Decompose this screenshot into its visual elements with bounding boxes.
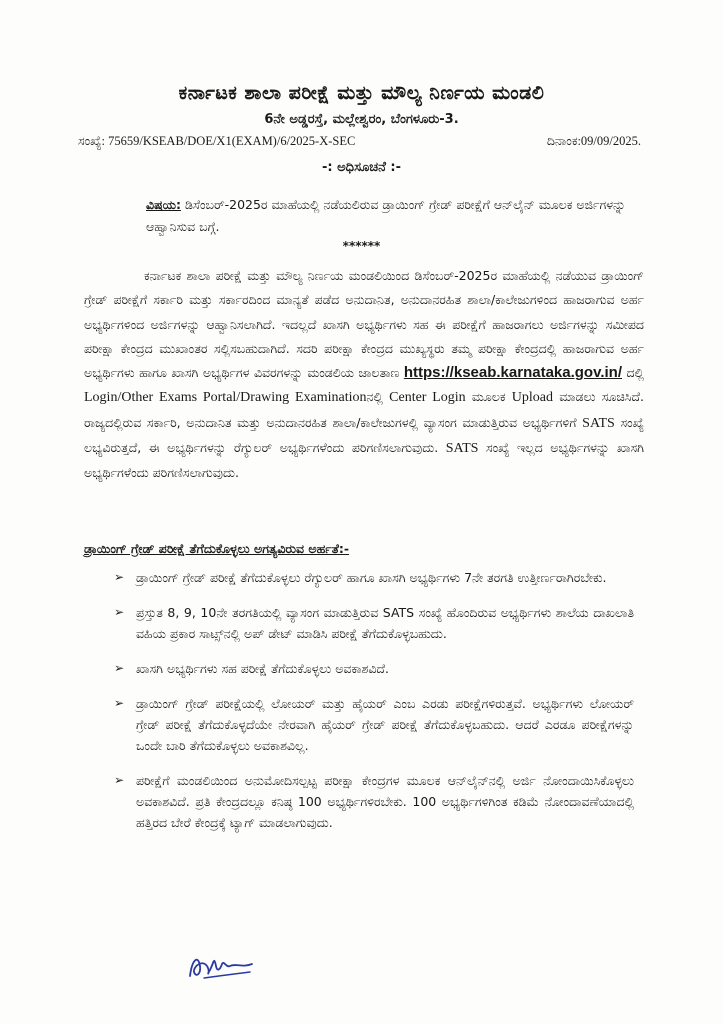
arrow-bullet-icon: ➢ (114, 696, 125, 710)
arrow-bullet-icon: ➢ (114, 570, 125, 584)
body-text-2: ದಲ್ಲಿ (621, 365, 645, 381)
body-text-7: ಸಂಖ್ಯೆ ಇಲ್ಲದ ಅಭ್ಯರ್ಥಿಗಳನ್ನು ಖಾಸಗಿ ಅಭ್ಯರ್ಥಿಗಳೆಂದು ಪರಿಗಣಿಸಲಾಗುವುದು. (84, 440, 644, 481)
center-login-text: Center Login (389, 390, 466, 406)
list-item (114, 602, 634, 644)
body-text-6: ಸಂಖ್ಯೆ ಲಭ್ಯವಿರುತ್ತದೆ, ಈ ಅಭ್ಯರ್ಥಿಗಳನ್ನು ರೆಗ್ಯುಲರ್ ಅಭ್ಯರ್ಥಿಗಳೆಂದು ಪರಿಗಣಿಸಲಾಗುವುದು. (84, 414, 644, 456)
list-item-text: ಪರೀಕ್ಷೆಗೆ ಮಂಡಲಿಯಿಂದ ಅನುಮೋದಿಸಲ್ಪಟ್ಟ ಪರೀಕ್ಷಾ ಕೇಂದ್ರಗಳ ಮೂಲಕ ಆನ್‌ಲೈನ್‌ನಲ್ಲಿ ಅರ್ಜಿ ನೋಂದಾಯಿಸಿಕೊಳ್ಳಲು ಅವಕಾಶವಿದೆ. ಪ್ರತಿ ಕೇಂದ್ರದಲ್ಲೂ ಕನಿಷ್ಠ 100 ಅಭ್ಯರ್ಥಿಗಳಿರಬೇಕು. 100 ಅಭ್ಯರ್ಥಿಗಳಿಗಿಂತ ಕಡಿಮೆ ನೋಂದಾವಣೆಯಾದಲ್ಲಿ ಹತ್ತಿರದ ಬೇರೆ ಕೇಂದ್ರಕ್ಕೆ ಟ್ಯಾಗ್ ಮಾಡಲಾಗುವುದು. (136, 773, 634, 830)
board-title: ಕರ್ನಾಟಕ ಶಾಲಾ ಪರೀಕ್ಷೆ ಮತ್ತು ಮೌಲ್ಯ ನಿರ್ಣಯ ಮಂಡಲಿ (178, 82, 545, 104)
notification-heading: -: ಅಧಿಸೂಚನೆ :- (321, 160, 402, 175)
list-item (114, 693, 634, 756)
list-item (114, 658, 634, 679)
body-paragraph (84, 264, 644, 486)
eligibility-heading: ಡ್ರಾಯಿಂಗ್ ಗ್ರೇಡ್ ಪರೀಕ್ಷೆ ತೆಗೆದುಕೊಳ್ಳಲು ಅಗತ್ಯವಿರುವ ಅರ್ಹತೆ:- (84, 541, 350, 556)
eligibility-list (114, 567, 634, 847)
subject-label: ವಿಷಯ: (146, 197, 181, 212)
body-text-3: ನಲ್ಲಿ (366, 389, 390, 405)
list-item (114, 567, 634, 588)
portal-path: Login/Other Exams Portal/Drawing Examination (84, 390, 367, 406)
arrow-bullet-icon: ➢ (114, 605, 125, 619)
subject-text: ಡಿಸೆಂಬರ್-2025ರ ಮಾಹೆಯಲ್ಲಿ ನಡೆಯಲಿರುವ ಡ್ರಾಯಿಂಗ್ ಗ್ರೇಡ್ ಪರೀಕ್ಷೆಗೆ ಆನ್‌ಲೈನ್ ಮೂಲಕ ಅರ್ಜಿಗಳನ್ನು ಆಹ್ವಾನಿಸುವ ಬಗ್ಗೆ. (146, 197, 626, 234)
board-address: 6ನೇ ಅಡ್ಡರಸ್ತೆ, ಮಲ್ಲೇಶ್ವರಂ, ಬೆಂಗಳೂರು-3. (264, 112, 459, 127)
signature-icon (184, 946, 258, 986)
subject-block (146, 194, 666, 238)
separator: ****** (342, 239, 381, 253)
upload-text: Upload (511, 390, 553, 406)
list-item-text: ಪ್ರಸ್ತುತ 8, 9, 10ನೇ ತರಗತಿಯಲ್ಲಿ ವ್ಯಾಸಂಗ ಮಾಡುತ್ತಿರುವ SATS ಸಂಖ್ಯೆ ಹೊಂದಿರುವ ಅಭ್ಯರ್ಥಿಗಳು ಶಾಲೆಯ ದಾಖಲಾತಿ ವಹಿಯ ಪ್ರಕಾರ ಸಾಟ್ಸ್‌ನಲ್ಲಿ ಅಪ್ ಡೇಟ್ ಮಾಡಿಸಿ ಪರೀಕ್ಷೆ ತೆಗೆದುಕೊಳ್ಳಬಹುದು. (136, 605, 634, 641)
document-date: ದಿನಾಂಕ:09/09/2025. (546, 134, 641, 148)
list-item (114, 770, 634, 833)
sats-text-1: SATS (582, 415, 615, 431)
arrow-bullet-icon: ➢ (114, 773, 125, 787)
website-link[interactable]: https://kseab.karnataka.gov.in/ (403, 364, 622, 382)
body-text-5: ಮಾಡಲು ಸೂಚಿಸಿದೆ. ರಾಜ್ಯದಲ್ಲಿರುವ ಸರ್ಕಾರಿ, ಅನುದಾನಿತ ಮತ್ತು ಅನುದಾನರಹಿತ ಶಾಲಾ/ಕಾಲೇಜುಗಳಲ್ಲಿ ವ್ಯಾಸಂಗ ಮಾಡುತ್ತಿರುವ ಅಭ್ಯರ್ಥಿಗಳಿಗೆ (84, 389, 644, 430)
list-item-text: ಡ್ರಾಯಿಂಗ್ ಗ್ರೇಡ್ ಪರೀಕ್ಷೆ ತೆಗೆದುಕೊಳ್ಳಲು ರೆಗ್ಯುಲರ್ ಹಾಗೂ ಖಾಸಗಿ ಅಭ್ಯರ್ಥಿಗಳು 7ನೇ ತರಗತಿ ಉತ್ತೀರ್ಣರಾಗಿರಬೇಕು. (136, 570, 607, 585)
body-text-1: ಕರ್ನಾಟಕ ಶಾಲಾ ಪರೀಕ್ಷೆ ಮತ್ತು ಮೌಲ್ಯ ನಿರ್ಣಯ ಮಂಡಲಿಯಿಂದ ಡಿಸೆಂಬರ್-2025ರ ಮಾಹೆಯಲ್ಲಿ ನಡೆಯುವ ಡ್ರಾಯಿಂಗ್ ಗ್ರೇಡ್ ಪರೀಕ್ಷೆಗೆ ಸರ್ಕಾರಿ ಮತ್ತು ಸರ್ಕಾರದಿಂದ ಮಾನ್ಯತೆ ಪಡೆದ ಅನುದಾನಿತ, ಅನುದಾನರಹಿತ ಶಾಲಾ/ಕಾಲೇಜುಗಳಿಂದ ಹಾಜರಾಗುವ ಅರ್ಹ ಅಭ್ಯರ್ಥಿಗಳಿಂದ ಅರ್ಜಿಗಳನ್ನು ಆಹ್ವಾನಿಸಲಾಗಿದೆ. ಇದಲ್ಲದೆ ಖಾಸಗಿ ಅಭ್ಯರ್ಥಿಗಳು ಸಹ ಈ ಪರೀಕ್ಷೆಗೆ ಹಾಜರಾಗಲು ಅರ್ಜಿಗಳನ್ನು ಸಮೀಪದ ಪರೀಕ್ಷಾ ಕೇಂದ್ರದ ಮುಖಾಂತರ ಸಲ್ಲಿಸಬಹುದಾಗಿದೆ. ಸದರಿ ಪರೀಕ್ಷಾ ಕೇಂದ್ರದ ಮುಖ್ಯಸ್ಥರು ತಮ್ಮ ಪರೀಕ್ಷಾ ಕೇಂದ್ರದಲ್ಲಿ ಹಾಜರಾಗುವ ಅರ್ಹ ಅಭ್ಯರ್ಥಿಗಳು ಹಾಗೂ ಖಾಸಗಿ ಅಭ್ಯರ್ಥಿಗಳ ವಿವರಗಳನ್ನು ಮಂಡಲಿಯ ಜಾಲತಾಣ (84, 268, 644, 381)
list-item-text: ಡ್ರಾಯಿಂಗ್ ಗ್ರೇಡ್ ಪರೀಕ್ಷೆಯಲ್ಲಿ ಲೋಯರ್ ಮತ್ತು ಹೈಯರ್ ಎಂಬ ಎರಡು ಪರೀಕ್ಷೆಗಳಿರುತ್ತವೆ. ಅಭ್ಯರ್ಥಿಗಳು ಲೋಯರ್ ಗ್ರೇಡ್ ಪರೀಕ್ಷೆ ತೆಗೆದುಕೊಳ್ಳದೆಯೇ ನೇರವಾಗಿ ಹೈಯರ್ ಗ್ರೇಡ್ ಪರೀಕ್ಷೆ ತೆಗೆದುಕೊಳ್ಳಬಹುದು. ಆದರೆ ಎರಡೂ ಪರೀಕ್ಷೆಗಳನ್ನು ಒಂದೇ ಬಾರಿ ತೆಗೆದುಕೊಳ್ಳಲು ಅವಕಾಶವಿಲ್ಲ. (136, 696, 634, 753)
arrow-bullet-icon: ➢ (114, 661, 125, 675)
list-item-text: ಖಾಸಗಿ ಅಭ್ಯರ್ಥಿಗಳು ಸಹ ಪರೀಕ್ಷೆ ತೆಗೆದುಕೊಳ್ಳಲು ಅವಕಾಶವಿದೆ. (136, 661, 389, 676)
reference-number: ಸಂಖ್ಯೆ: 75659/KSEAB/DOE/X1(EXAM)/6/2025-X-SEC (78, 134, 356, 148)
sats-text-2: SATS (445, 441, 479, 457)
body-text-4: ಮೂಲಕ (465, 389, 512, 405)
